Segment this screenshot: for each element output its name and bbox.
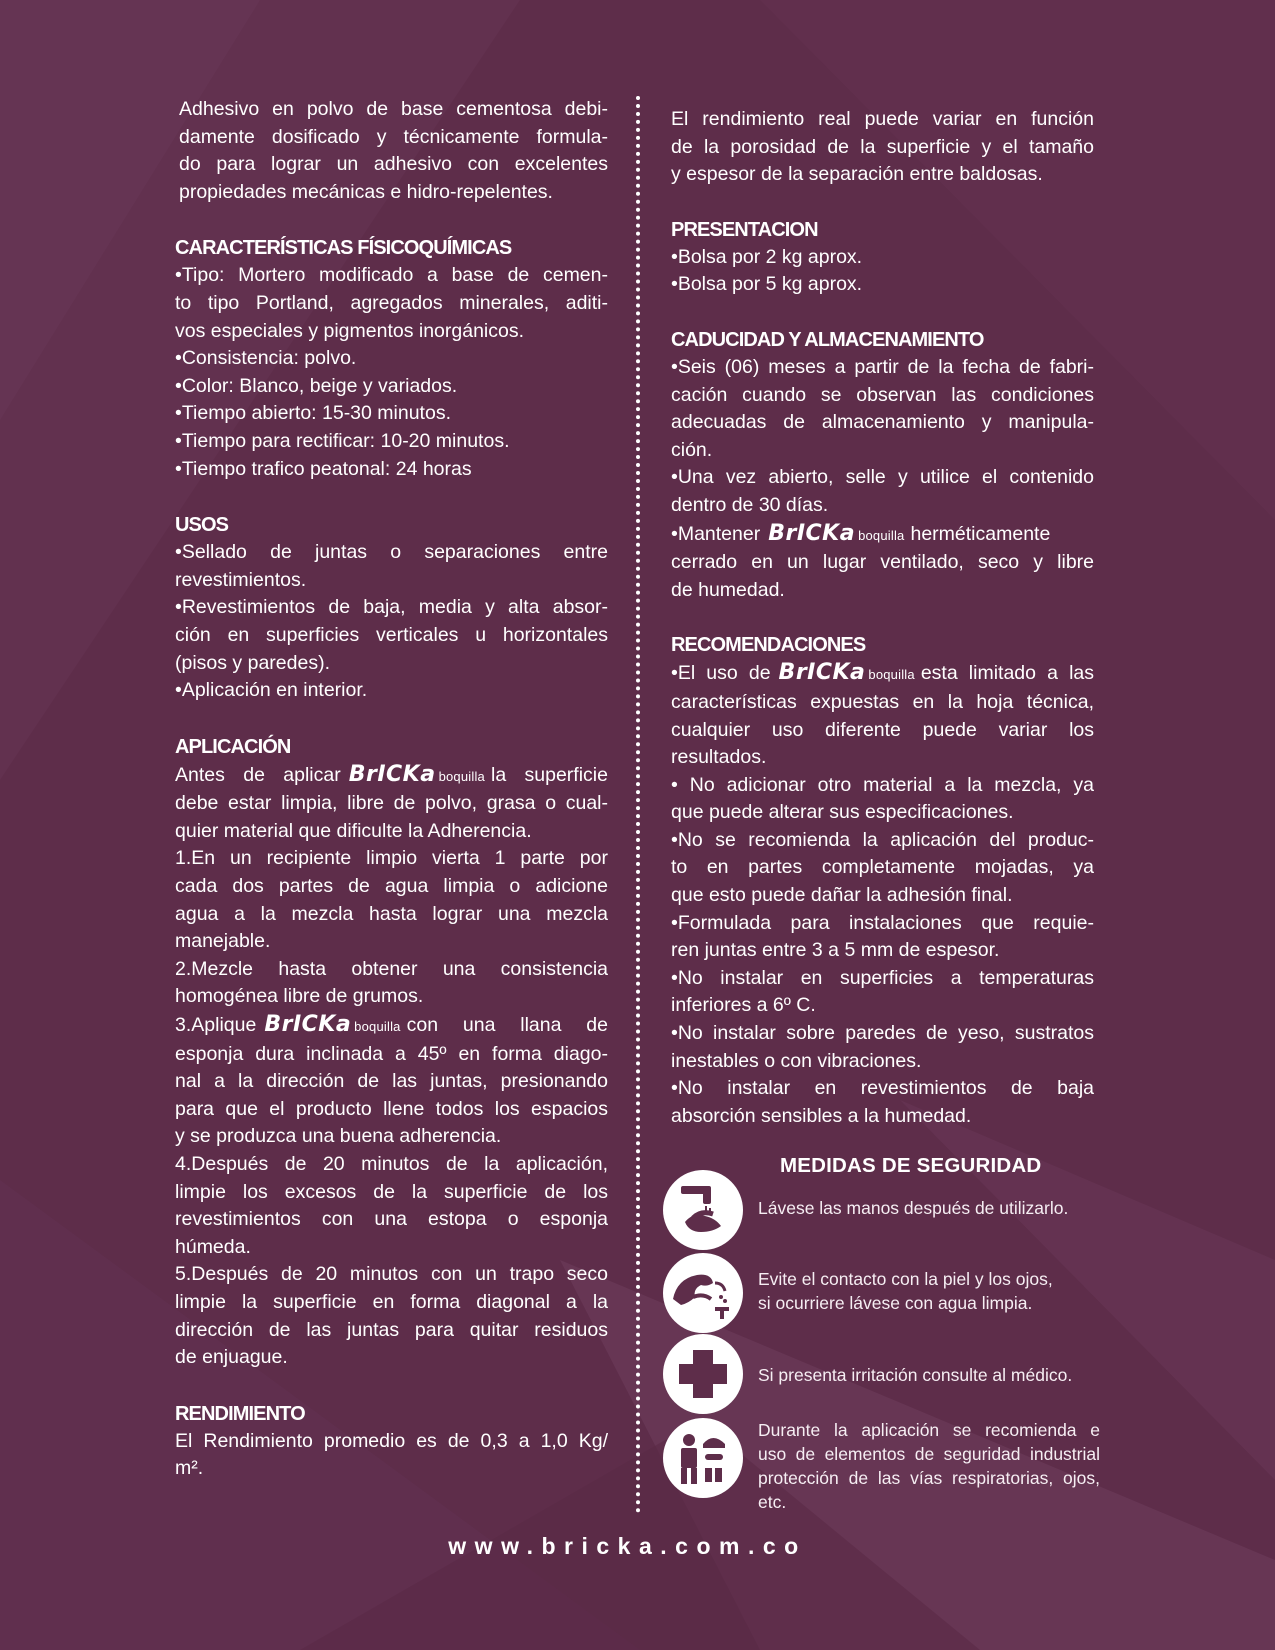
- text-line: ción en superficies verticales u horizontales: [175, 623, 608, 646]
- heading-caducidad: CADUCIDAD Y ALMACENAMIENTO: [671, 328, 984, 351]
- text-line: absorción sensibles a la humedad.: [671, 1104, 972, 1127]
- text-line: •No instalar sobre paredes de yeso, sustratos: [671, 1022, 1094, 1045]
- text-line: do para lograr un adhesivo con excelentes: [179, 153, 608, 176]
- heading-caracteristicas: CARACTERÍSTICAS FÍSICOQUÍMICAS: [175, 237, 512, 260]
- text-line: homogénea libre de grumos.: [175, 985, 424, 1008]
- safety-text: [758, 1196, 1100, 1220]
- text-line: •Aplicación en interior.: [175, 679, 368, 702]
- text-line: damente dosificado y técnicamente formula-: [179, 125, 608, 148]
- brand-sub: boquilla: [354, 1019, 401, 1035]
- text-fragment: la superficie: [490, 763, 608, 786]
- text-line: •Formulada para instalaciones que requie-: [671, 911, 1094, 934]
- aplicacion-list: [175, 761, 608, 1372]
- recomendaciones-list: [671, 659, 1094, 1130]
- text-line: cada dos partes de agua limpia o adicione: [175, 875, 608, 898]
- medical-cross-icon: [663, 1334, 743, 1414]
- text-line: cualquier uso diferente puede variar los: [671, 718, 1094, 741]
- text-line: debe estar limpia, libre de polvo, grasa o cual-: [175, 792, 608, 815]
- text-line: Si presenta irritación consulte al médico.: [758, 1365, 1073, 1385]
- safety-title: MEDIDAS DE SEGURIDAD: [780, 1154, 1042, 1177]
- text-line: de la porosidad de la superficie y el tamaño: [671, 135, 1094, 158]
- dotted-divider: [636, 96, 640, 1514]
- text-fragment: con una llana de: [406, 1014, 608, 1037]
- text-line: características expuestas en la hoja técnica,: [671, 690, 1094, 713]
- presentacion-list: [671, 244, 1094, 299]
- brand-sub: boquilla: [858, 527, 905, 543]
- text-line: inferiores a 6º C.: [671, 994, 816, 1017]
- brand-logo: [349, 761, 485, 791]
- text-line: agua a la mezcla hasta lograr una mezcla: [175, 902, 608, 925]
- intro-paragraph: [175, 96, 608, 206]
- heading-recomendaciones: RECOMENDACIONES: [671, 634, 866, 657]
- text-line: •Sellado de juntas o separaciones entre: [175, 541, 608, 564]
- text-line: dirección de las juntas para quitar residuos: [175, 1318, 608, 1341]
- text-line: El rendimiento real puede variar en función: [671, 108, 1094, 130]
- text-fragment: esta limitado a las: [920, 662, 1094, 685]
- text-line: revestimientos con una estopa o esponja: [175, 1208, 608, 1231]
- caracteristicas-list: [175, 262, 608, 483]
- text-line: húmeda.: [175, 1235, 251, 1258]
- heading-presentacion: PRESENTACION: [671, 218, 818, 241]
- safety-text: [758, 1363, 1100, 1387]
- text-line: to en partes completamente mojadas, ya: [671, 856, 1094, 879]
- text-line: limpie los excesos de la superficie de los: [175, 1180, 608, 1203]
- text-line: m².: [175, 1457, 204, 1480]
- text-line: •Revestimientos de baja, media y alta absor-: [175, 596, 608, 619]
- text-line: 1.En un recipiente limpio vierta 1 parte por: [175, 847, 608, 870]
- caducidad-list: [671, 354, 1094, 604]
- text-line: Evite el contacto con la piel y los ojos,: [758, 1269, 1053, 1289]
- text-line: •Bolsa por 5 kg aprox.: [671, 273, 863, 296]
- text-line: de enjuague.: [175, 1346, 288, 1369]
- text-line: •Color: Blanco, beige y variados.: [175, 374, 458, 397]
- text-line: to tipo Portland, agregados minerales, aditi-: [175, 291, 608, 314]
- text-fragment: 3.Aplique: [175, 1014, 257, 1037]
- text-line: nal a la dirección de las juntas, presionando: [175, 1070, 608, 1093]
- safety-text: [758, 1418, 1100, 1514]
- text-line: 5.Después de 20 minutos con un trapo seco: [175, 1263, 608, 1286]
- text-line: cerrado en un lugar ventilado, seco y libre: [671, 551, 1094, 574]
- brand-name: BrICKa: [778, 660, 866, 686]
- text-line: •Tiempo para rectificar: 10-20 minutos.: [175, 429, 510, 452]
- text-line: para que el producto llene todos los espacios: [175, 1097, 608, 1120]
- usos-list: [175, 539, 608, 705]
- text-fragment: herméticamente: [910, 522, 1051, 545]
- text-line: (pisos y paredes).: [175, 651, 330, 674]
- text-line: resultados.: [671, 746, 767, 769]
- text-line: quier material que dificulte la Adherencia.: [175, 819, 532, 842]
- text-line: [671, 659, 1094, 689]
- brand-logo: [264, 1011, 400, 1041]
- brand-sub: boquilla: [438, 768, 485, 784]
- heading-usos: USOS: [175, 514, 229, 537]
- text-line: etc.: [758, 1492, 787, 1512]
- text-line: uso de elementos de seguridad industrial: [758, 1444, 1100, 1464]
- text-line: ren juntas entre 3 a 5 mm de espesor.: [671, 939, 1000, 962]
- text-line: ción.: [671, 438, 713, 461]
- text-line: •Consistencia: polvo.: [175, 347, 357, 370]
- text-line: •Bolsa por 2 kg aprox.: [671, 245, 863, 268]
- text-line: propiedades mecánicas e hidro-repelentes.: [179, 180, 553, 203]
- text-line: •No instalar en revestimientos de baja: [671, 1077, 1094, 1100]
- text-line: vos especiales y pigmentos inorgánicos.: [175, 319, 525, 342]
- brand-logo: [768, 520, 904, 550]
- text-line: •Seis (06) meses a partir de la fecha de fabri-: [671, 355, 1094, 378]
- text-line: protección de las vías respiratorias, ojos,: [758, 1468, 1100, 1488]
- text-line: •Tiempo abierto: 15-30 minutos.: [175, 402, 451, 425]
- text-line: adecuadas de almacenamiento y manipula-: [671, 411, 1094, 434]
- text-fragment: Antes de aplicar: [175, 763, 341, 786]
- rendimiento-continued: [671, 106, 1094, 189]
- text-line: revestimientos.: [175, 568, 307, 591]
- text-line: inestables o con vibraciones.: [671, 1049, 922, 1072]
- text-line: Durante la aplicación se recomienda e: [758, 1420, 1100, 1440]
- heading-aplicacion: APLICACIÓN: [175, 735, 291, 758]
- text-line: dentro de 30 días.: [671, 493, 829, 516]
- text-line: [175, 761, 608, 791]
- text-line: Adhesivo en polvo de base cementosa debi-: [179, 98, 608, 120]
- brand-name: BrICKa: [348, 761, 436, 787]
- text-line: y se produzca una buena adherencia.: [175, 1125, 502, 1148]
- text-line: esponja dura inclinada a 45º en forma diago-: [175, 1042, 608, 1065]
- text-line: si ocurriere lávese con agua limpia.: [758, 1293, 1033, 1313]
- text-line: [671, 520, 1094, 550]
- footer-url[interactable]: www.bricka.com.co: [448, 1533, 807, 1559]
- text-line: •Tipo: Mortero modificado a base de cemen-: [175, 264, 608, 287]
- wash-hands-icon: [663, 1170, 743, 1250]
- text-line: manejable.: [175, 930, 271, 953]
- text-line: •No se recomienda la aplicación del produc-: [671, 828, 1094, 851]
- text-line: que esto puede dañar la adhesión final.: [671, 884, 1013, 907]
- brand-logo: [779, 659, 915, 689]
- eye-wash-icon: [663, 1253, 743, 1333]
- text-line: Lávese las manos después de utilizarlo.: [758, 1198, 1069, 1218]
- text-fragment: •El uso de: [671, 662, 771, 685]
- protective-gear-icon: [663, 1418, 743, 1498]
- text-line: El Rendimiento promedio es de 0,3 a 1,0 Kg/: [175, 1429, 608, 1452]
- brand-sub: boquilla: [868, 667, 915, 683]
- text-line: limpie la superficie en forma diagonal a la: [175, 1290, 608, 1313]
- text-line: que puede alterar sus especificaciones.: [671, 801, 1014, 824]
- text-line: y espesor de la separación entre baldosas.: [671, 163, 1043, 186]
- text-line: •No instalar en superficies a temperaturas: [671, 966, 1094, 989]
- right-column: [671, 106, 1094, 1130]
- heading-rendimiento: RENDIMIENTO: [175, 1402, 305, 1425]
- text-line: •Tiempo trafico peatonal: 24 horas: [175, 457, 472, 480]
- brand-name: BrICKa: [768, 520, 856, 546]
- text-line: •Una vez abierto, selle y utilice el contenido: [671, 466, 1094, 489]
- text-line: 4.Después de 20 minutos de la aplicación,: [175, 1153, 608, 1175]
- text-line: • No adicionar otro material a la mezcla, ya: [671, 773, 1094, 796]
- text-fragment: •Mantener: [671, 522, 761, 545]
- brand-name: BrICKa: [264, 1012, 352, 1038]
- safety-text: [758, 1267, 1100, 1315]
- rendimiento-text: [175, 1428, 608, 1483]
- text-line: de humedad.: [671, 578, 785, 601]
- text-line: 2.Mezcle hasta obtener una consistencia: [175, 957, 608, 980]
- text-line: [175, 1011, 608, 1041]
- left-column: [175, 96, 608, 1483]
- text-line: cación cuando se observan las condiciones: [671, 383, 1094, 406]
